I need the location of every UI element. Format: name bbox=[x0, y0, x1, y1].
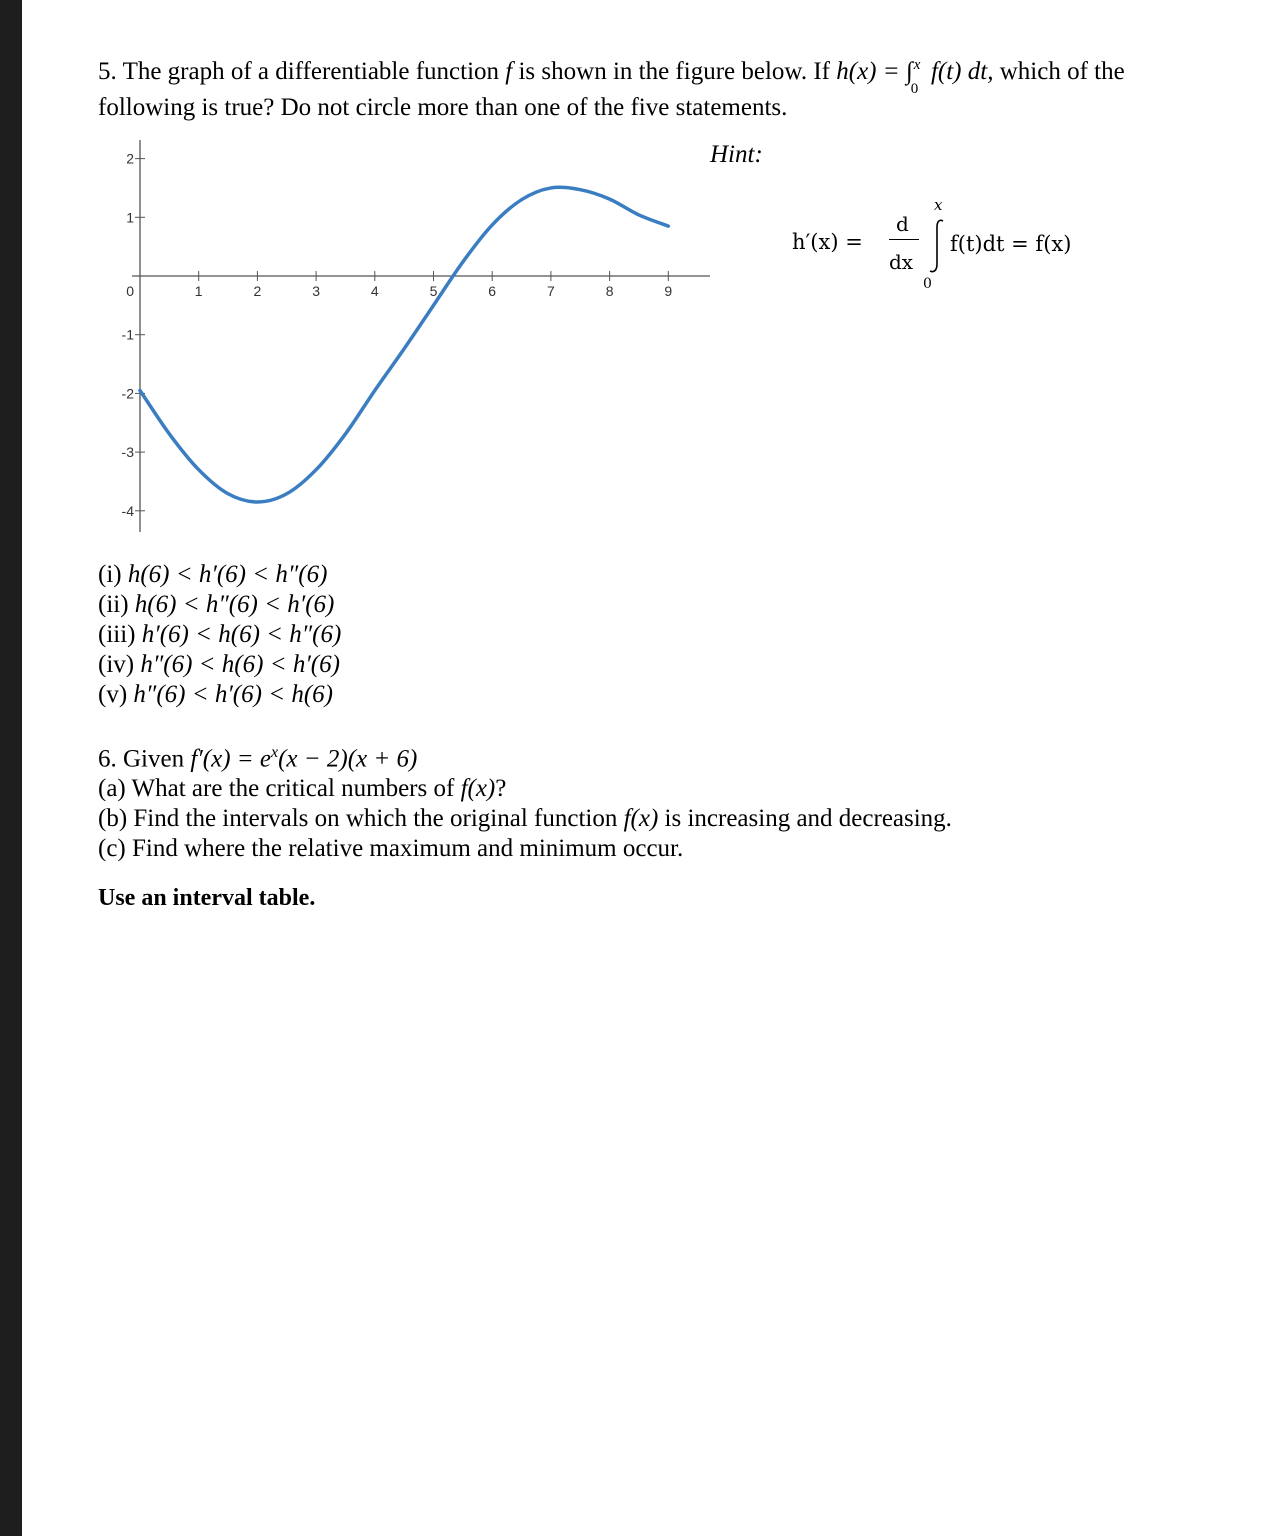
x-tick-label: 8 bbox=[605, 283, 614, 299]
q6-derivative: f′(x) = e bbox=[190, 745, 271, 773]
q5-math-f: f bbox=[505, 58, 513, 85]
q6-derivative-rest: (x − 2)(x + 6) bbox=[278, 745, 418, 773]
y-ticks bbox=[122, 151, 145, 519]
hint-lhs: h′(x) = bbox=[792, 230, 863, 254]
y-tick-label: 0 bbox=[126, 283, 134, 299]
hint-integrand: f(t)dt = f(x) bbox=[950, 232, 1072, 256]
option-expr: h″(6) < h′(6) < h(6) bbox=[133, 681, 333, 708]
x-tick-label: 1 bbox=[194, 283, 203, 299]
y-tick-label: 1 bbox=[126, 209, 134, 226]
x-tick-label: 4 bbox=[370, 283, 379, 299]
x-tick-label: 7 bbox=[547, 283, 555, 299]
q6-b-math: f(x) bbox=[623, 805, 659, 833]
hint-d: d bbox=[896, 212, 909, 236]
x-tick-label: 5 bbox=[429, 283, 438, 299]
option-label: (i) bbox=[98, 561, 122, 588]
option-label: (v) bbox=[98, 681, 128, 708]
option-label: (iv) bbox=[98, 651, 135, 678]
hint-label: Hint: bbox=[710, 141, 763, 168]
y-tick-label: -2 bbox=[121, 385, 134, 402]
option-iv[interactable] bbox=[98, 650, 341, 680]
q6-given bbox=[98, 738, 952, 774]
q5-number: 5. bbox=[98, 58, 117, 85]
q5-int-upper: x bbox=[913, 57, 921, 73]
f-curve bbox=[140, 187, 668, 502]
q5-math-integrand: f(t) dt, bbox=[930, 58, 994, 85]
option-expr: h″(6) < h(6) < h′(6) bbox=[140, 651, 340, 678]
x-tick-label: 2 bbox=[253, 283, 262, 299]
integral-sign-icon bbox=[926, 218, 948, 274]
option-label: (ii) bbox=[98, 591, 129, 618]
x-tick-label: 9 bbox=[664, 283, 673, 299]
hint-fraction-bar bbox=[889, 239, 919, 240]
x-tick-label: 3 bbox=[312, 283, 320, 299]
function-graph bbox=[114, 140, 724, 540]
option-list bbox=[98, 560, 341, 710]
option-expr: h′(6) < h(6) < h″(6) bbox=[141, 621, 342, 648]
q6-block bbox=[98, 738, 952, 864]
y-tick-label: -1 bbox=[121, 326, 134, 343]
q5-text-a: The graph of a differentiable function bbox=[122, 58, 500, 85]
y-tick-label: -3 bbox=[121, 444, 134, 461]
q6-a-text: (a) What are the critical numbers of bbox=[98, 775, 455, 803]
option-i[interactable] bbox=[98, 560, 341, 590]
q5-line1 bbox=[98, 54, 1125, 97]
option-v[interactable] bbox=[98, 680, 341, 710]
q6-note: Use an interval table. bbox=[98, 885, 316, 911]
q6-b-end: is increasing and decreasing. bbox=[664, 805, 952, 833]
option-label: (iii) bbox=[98, 621, 136, 648]
q6-part-b bbox=[98, 804, 952, 834]
q6-part-a bbox=[98, 774, 952, 804]
hint-dx: dx bbox=[889, 250, 914, 274]
y-tick-label: 2 bbox=[126, 150, 134, 167]
x-tick-label: 6 bbox=[488, 283, 497, 299]
x-ticks bbox=[195, 271, 673, 299]
worksheet-page bbox=[22, 0, 1284, 1536]
q6-part-c: (c) Find where the relative maximum and minimum occur. bbox=[98, 835, 684, 863]
hint-upper-limit: x bbox=[934, 196, 943, 214]
option-expr: h(6) < h″(6) < h′(6) bbox=[134, 591, 335, 618]
q6-b-text: (b) Find the intervals on which the original function bbox=[98, 805, 618, 833]
q6-exponent: x bbox=[271, 744, 279, 761]
q5-text-b: is shown in the figure below. If bbox=[518, 58, 830, 85]
q5-math-h: h(x) = ∫ bbox=[836, 58, 913, 85]
option-expr: h(6) < h′(6) < h″(6) bbox=[127, 561, 328, 588]
q5-int-lower: 0 bbox=[910, 81, 919, 97]
hint-lower-limit: 0 bbox=[923, 276, 932, 292]
q6-a-end: ? bbox=[495, 775, 507, 803]
q6-prefix: 6. Given bbox=[98, 745, 185, 773]
q5-line2: following is true? Do not circle more than one of the five statements. bbox=[98, 94, 788, 121]
q5-text-d: which of the bbox=[999, 58, 1125, 85]
y-tick-label: -4 bbox=[121, 502, 134, 519]
q6-a-math: f(x) bbox=[460, 775, 496, 803]
option-ii[interactable] bbox=[98, 590, 341, 620]
option-iii[interactable] bbox=[98, 620, 341, 650]
